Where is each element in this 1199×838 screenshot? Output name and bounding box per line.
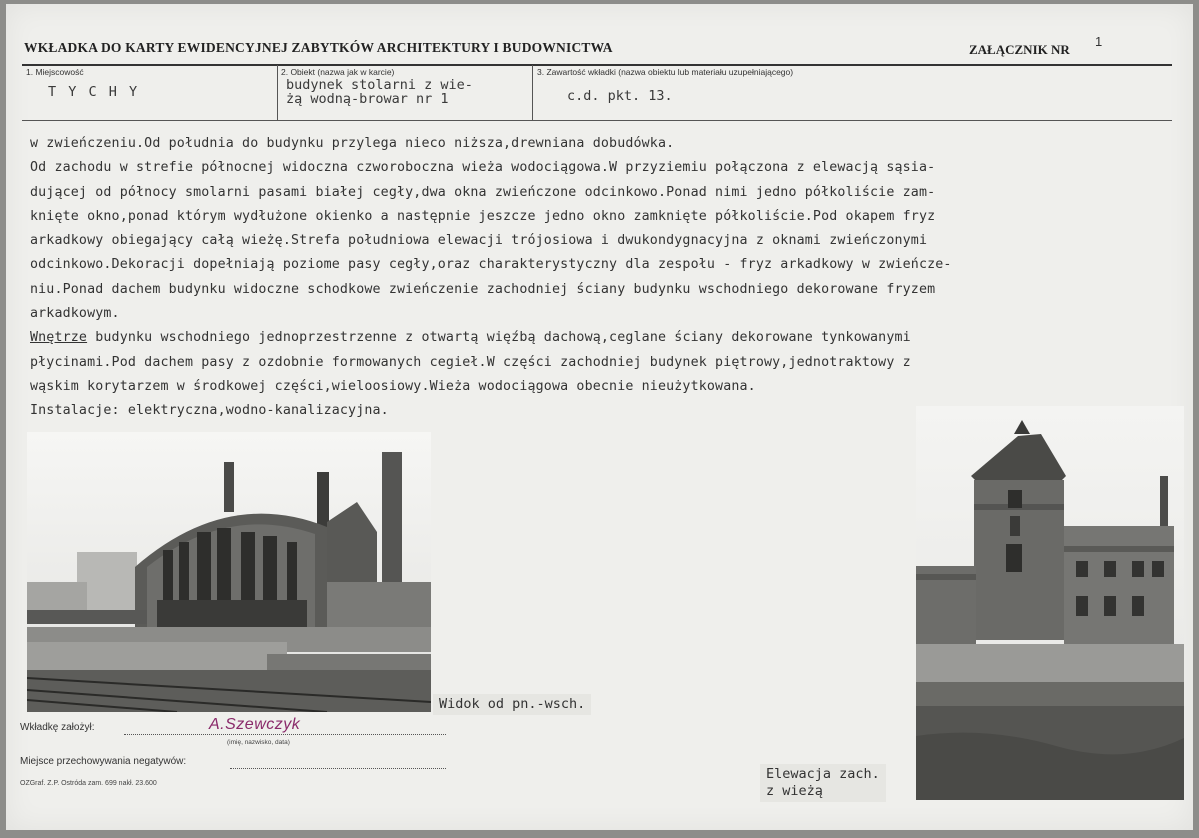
right-caption-line1: Elewacja zach. (766, 766, 880, 782)
content-value: c.d. pkt. 13. (567, 88, 673, 104)
header-rule (22, 64, 1172, 66)
negatives-location-line (230, 768, 446, 769)
content-label: 3. Zawartość wkładki (nazwa obiektu lub materiału uzupełniającego) (537, 67, 794, 77)
text-line: płycinami.Pod dachem pasy z ozdobnie formowanych cegieł.W części zachodniej budynek piętrowy,jednotraktowy z (30, 354, 911, 370)
field-divider (277, 65, 278, 120)
text-line: knięte okno,ponad którym wydłużone okienko a następnie jeszcze jedno okno zamknięte półkoliście.Pod okapem fryz (30, 208, 936, 224)
field-divider (532, 65, 533, 120)
text-line: dującej od północy smolarni pasami białej cegły,dwa okna zwieńczone odcinkowo.Ponad nimi jedno półkoliście zam- (30, 184, 936, 200)
text-line: niu.Ponad dachem budynku widoczne schodkowe zwieńczenie zachodniej ściany budynku wschodniego dekorowane fryzem (30, 281, 936, 297)
right-caption-line2: z wieżą (766, 783, 823, 799)
description-text (30, 132, 1180, 424)
left-photo-caption: Widok od pn.-wsch. (433, 694, 591, 715)
text-line (30, 326, 1180, 350)
text-line: w zwieńczeniu.Od południa do budynku przylega nieco niższa,drewniana dobudówka. (30, 136, 675, 151)
object-label: 2. Obiekt (nazwa jak w karcie) (281, 67, 395, 77)
printer-note: OZGraf. Z.P. Ostróda zam. 699 nakł. 23.600 (20, 780, 157, 787)
text-line: arkadkowym. (30, 306, 120, 322)
brewery-building-photo (27, 432, 431, 712)
prepared-by-label: Wkładkę założył: (20, 722, 95, 733)
object-value (286, 78, 473, 106)
right-photo-caption (760, 764, 886, 802)
attachment-label: ZAŁĄCZNIK NR (969, 42, 1070, 57)
attachment-number: 1 (1095, 34, 1103, 49)
prepared-by-line (124, 734, 446, 735)
prepared-by-hint: (imię, nazwisko, data) (227, 739, 290, 746)
text-line: wąskim korytarzem w środkowej części,wieloosiowy.Wieża wodociągowa obecnie nieużytkowana. (30, 378, 756, 394)
text-line: Instalacje: elektryczna,wodno-kanalizacyjna. (30, 403, 389, 419)
prepared-by-signature: A.Szewczyk (209, 716, 301, 733)
interior-heading: Wnętrze (30, 330, 88, 346)
photo-west-elevation (916, 406, 1184, 800)
object-value-line2: żą wodną-browar nr 1 (286, 91, 449, 107)
interior-text: budynku wschodniego jednoprzestrzenne z otwartą więźbą dachową,ceglane ściany dekorowane tynkowanymi (87, 330, 911, 346)
negatives-location-label: Miejsce przechowywania negatywów: (20, 756, 187, 767)
fields-rule (22, 120, 1172, 121)
card-title: WKŁADKA DO KARTY EWIDENCYJNEJ ZABYTKÓW ARCHITEKTURY I BUDOWNICTWA (24, 40, 613, 55)
inventory-card (6, 4, 1193, 830)
object-value-line1: budynek stolarni z wie- (286, 77, 473, 93)
locality-value: T Y C H Y (48, 84, 140, 100)
text-line: odcinkowo.Dekoracji dopełniają poziome pasy cegły,oraz charakterystyczny dla zespołu - fryz arkadkowy w zwieńcze- (30, 257, 952, 273)
water-tower-photo (916, 406, 1184, 800)
text-line: Od zachodu w strefie północnej widoczna czworoboczna wieża wodociągowa.W przyziemiu połączona z elewacją sąsia- (30, 160, 936, 176)
text-line: arkadkowy obiegający całą wieżę.Strefa południowa elewacji trójosiowa i dwukondygnacyjna z oknami zwieńczonymi (30, 233, 928, 249)
photo-northeast-view (27, 432, 431, 712)
locality-label: 1. Miejscowość (26, 67, 84, 77)
